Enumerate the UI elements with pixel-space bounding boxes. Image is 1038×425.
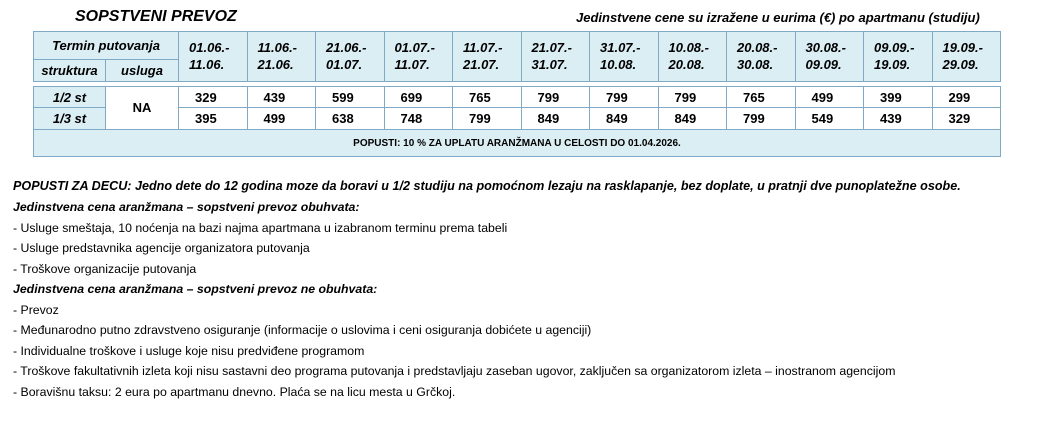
term-start: 19.09.- [942,40,983,56]
footer-row [34,130,1001,157]
price-cell: 399 [864,86,933,108]
price-cell: 849 [658,108,727,130]
term-cell [521,32,590,82]
term-start: 01.07.- [394,40,435,56]
price-cell: 439 [864,108,933,130]
list-item: - Troškove fakultativnih izleta koji nisu sastavni deo programa putovanja i predstavljaju zaseban ugovor, zaključen sa organizatorom izleta – inostranom agencijom [13,364,896,378]
term-end: 31.07. [531,57,568,73]
term-end: 21.06. [257,57,294,73]
price-cell: 799 [453,108,522,130]
terms-row-top [34,32,1001,60]
list-item: - Usluge predstavnika agencije organizatora putovanja [13,241,310,255]
structure-third: 1/3 st [34,108,106,130]
price-cell: 329 [179,86,248,108]
term-start: 21.06.- [326,40,367,56]
term-cell [932,32,1001,82]
price-cell: 765 [727,86,796,108]
price-cell: 799 [590,86,659,108]
price-cell: 395 [179,108,248,130]
term-start: 11.07.- [463,40,503,56]
price-cell: 329 [932,108,1001,130]
kids-discount: POPUSTI ZA DECU: Jedno dete do 12 godina moze da boravi u 1/2 studiju na pomoćnom lezaju na rasklapanje, bez doplate, u pratnji dve punoplatežne osobe. [13,179,961,193]
term-end: 09.09. [805,57,842,73]
includes-heading: Jedinstvena cena aranžmana – sopstveni prevoz obuhvata: [13,200,360,214]
term-end: 29.09. [942,57,979,73]
term-end: 01.07. [326,57,363,73]
term-start: 21.07.- [531,40,572,56]
term-cell [316,32,385,82]
page-title: SOPSTVENI PREVOZ [75,8,237,25]
structure-header: struktura [34,59,106,81]
term-cell [727,32,796,82]
term-cell [179,32,248,82]
term-start: 20.08.- [737,40,778,56]
price-cell: 748 [384,108,453,130]
term-start: 01.06.- [189,40,230,56]
price-cell: 765 [453,86,522,108]
term-cell [795,32,864,82]
discount-note: POPUSTI: 10 % ZA UPLATU ARANŽMANA U CELOSTI DO 01.04.2026. [34,130,1001,157]
list-item: - Individualne troškove i usluge koje nisu predviđene programom [13,343,365,358]
price-cell: 549 [795,108,864,130]
list-item: - Međunarodno putno zdravstveno osiguranje (informacije o uslovima i ceni osiguranja dobićete u agenciji) [13,323,592,337]
price-cell: 799 [521,86,590,108]
term-cell [590,32,659,82]
list-item: - Prevoz [13,302,59,317]
price-cell: 799 [658,86,727,108]
term-end: 21.07. [463,57,500,73]
price-row-third [34,108,1001,130]
service-header: usluga [106,59,179,81]
term-end: 30.08. [737,57,774,73]
term-end: 19.09. [874,57,911,73]
price-cell: 638 [316,108,385,130]
term-cell [384,32,453,82]
term-start: 10.08.- [668,40,709,56]
term-cell [658,32,727,82]
includes-list [13,218,1028,280]
term-end: 10.08. [600,57,637,73]
term-cell [864,32,933,82]
term-start: 11.06.- [257,40,298,56]
excludes-heading: Jedinstvena cena aranžmana – sopstveni prevoz ne obuhvata: [13,282,378,296]
price-cell: 799 [727,108,796,130]
term-cell [453,32,522,82]
price-cell: 599 [316,86,385,108]
price-cell: 849 [590,108,659,130]
structure-half: 1/2 st [34,86,106,108]
term-end: 11.06. [189,57,225,73]
term-start: 09.09.- [874,40,915,56]
list-item: - Boravišnu taksu: 2 eura po apartmanu dnevno. Plaća se na licu mesta u Grčkoj. [13,384,456,399]
term-start: 30.08.- [805,40,846,56]
price-cell: 499 [795,86,864,108]
price-cell: 299 [932,86,1001,108]
price-cell: 699 [384,86,453,108]
price-cell: 439 [247,86,316,108]
term-cell [247,32,316,82]
list-item: - Usluge smeštaja, 10 noćenja na bazi najma apartmana u izabranom terminu prema tabeli [13,220,508,235]
term-start: 31.07.- [600,40,641,56]
term-end: 11.07. [394,57,430,73]
currency-note: Jedinstvene cene su izražene u eurima (€) po apartmanu (studiju) [576,10,980,25]
list-item: - Troškove organizacije putovanja [13,261,197,276]
price-cell: 849 [521,108,590,130]
info-section [13,178,1028,402]
excludes-list [13,300,1028,403]
term-end: 20.08. [668,57,705,73]
service-value: NA [106,86,179,129]
price-cell: 499 [247,108,316,130]
term-label: Termin putovanja [34,32,179,60]
price-row-half [34,86,1001,108]
price-table [33,31,1001,157]
